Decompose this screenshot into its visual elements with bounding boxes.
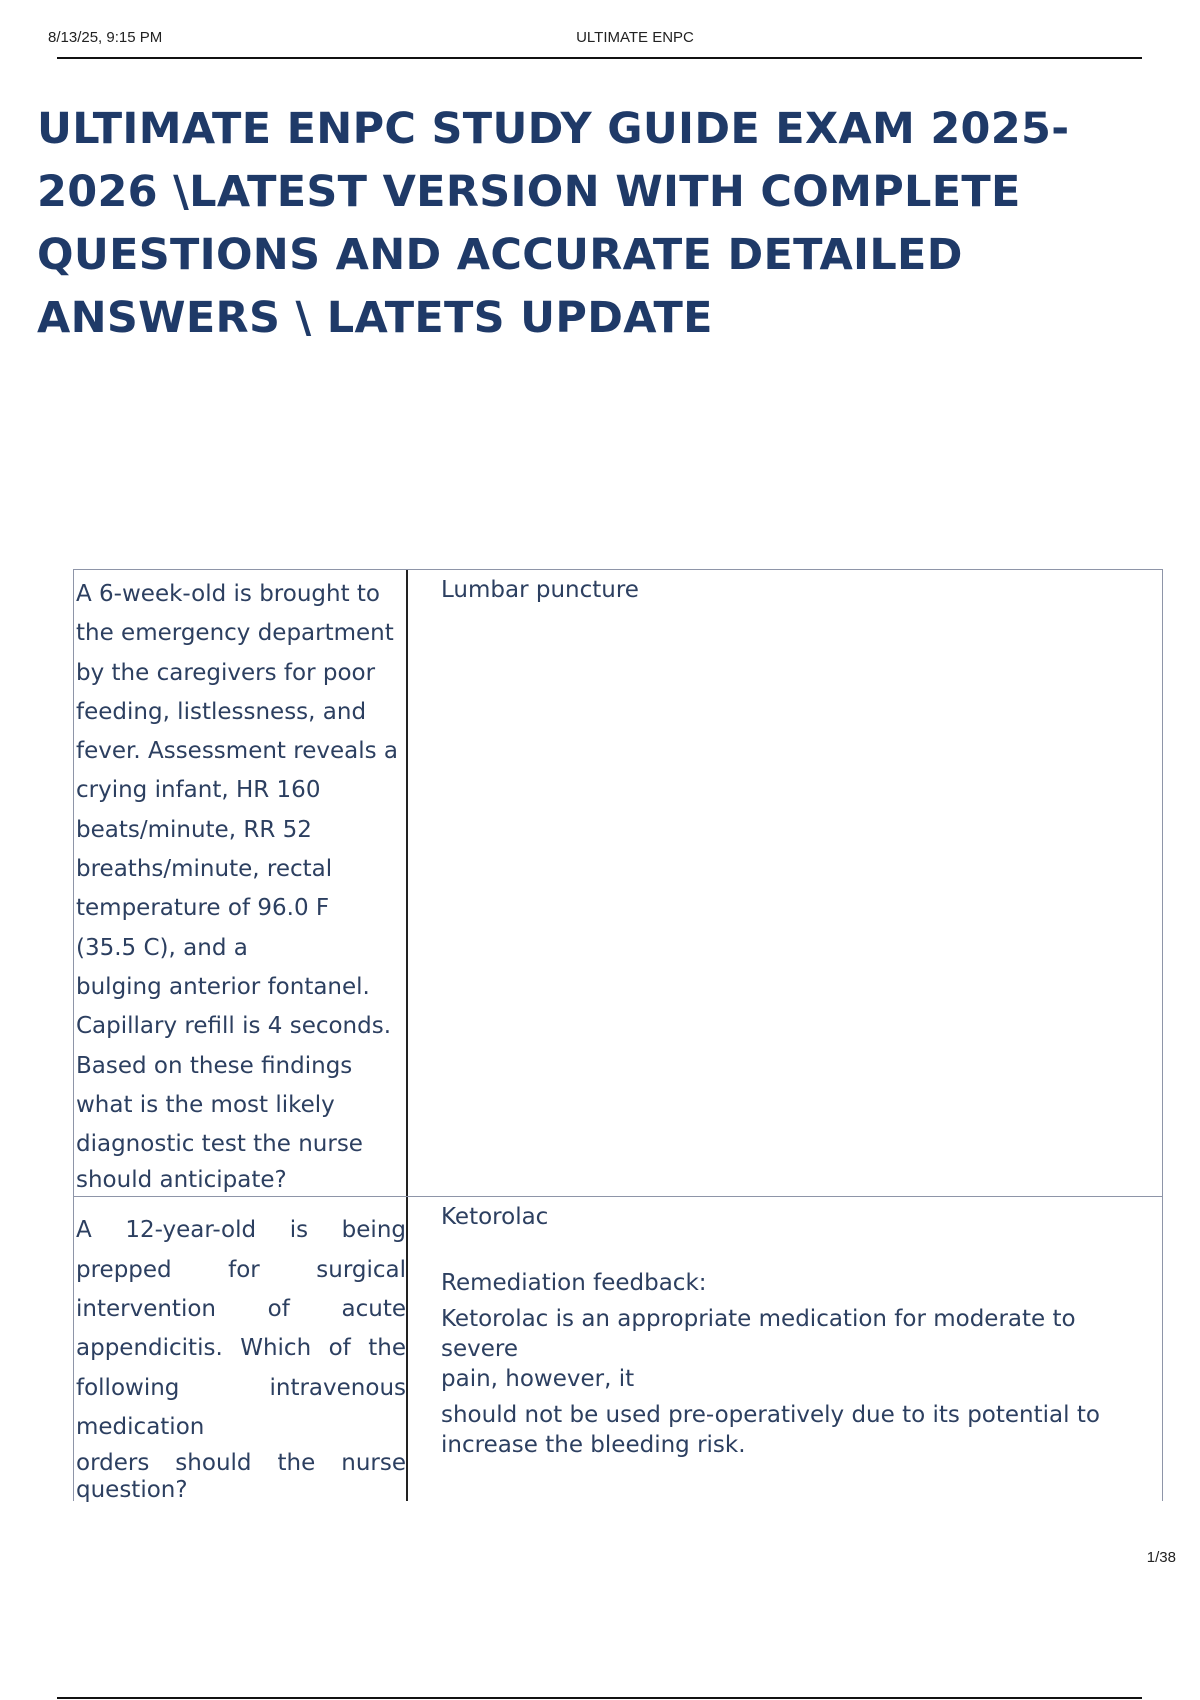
question-line: following intravenous	[76, 1374, 406, 1401]
question-line: bulging anterior fontanel.	[76, 973, 370, 1000]
feedback-line: Ketorolac is an appropriate medication for moderate to severe	[441, 1306, 1076, 1363]
question-line: crying infant, HR 160	[76, 777, 321, 804]
question-line: A 6-week-old is brought to	[76, 581, 380, 607]
question-line: feeding, listlessness, and	[76, 698, 367, 725]
print-header-title: ULTIMATE ENPC	[576, 29, 694, 46]
qa-row	[74, 1197, 1163, 1504]
feedback-line: pain, however, it	[441, 1366, 635, 1393]
question-line: what is the most likely	[76, 1091, 335, 1118]
title-line: QUESTIONS AND ACCURATE DETAILED	[37, 230, 963, 280]
question-line: by the caregivers for poor	[76, 659, 376, 686]
answer-text: Ketorolac	[441, 1204, 549, 1231]
question-line: intervention of acute	[76, 1296, 406, 1323]
question-line: fever. Assessment reveals a	[76, 738, 398, 765]
feedback-label: Remediation feedback:	[441, 1270, 707, 1297]
question-line: prepped for surgical	[76, 1256, 406, 1283]
question-line: diagnostic test the nurse	[76, 1131, 363, 1158]
question-cell	[74, 1197, 408, 1504]
question-line: Capillary refill is 4 seconds.	[76, 1013, 392, 1040]
feedback-line: should not be used pre-operatively due to its potential to	[441, 1402, 1100, 1429]
qa-table	[73, 569, 1163, 1504]
question-line: question?	[76, 1477, 188, 1504]
question-cell	[74, 570, 408, 1196]
question-line: Based on these findings	[76, 1052, 353, 1079]
title-line: 2026 \LATEST VERSION WITH COMPLETE	[37, 167, 1021, 217]
question-line: (35.5 C), and a	[76, 934, 248, 961]
question-line: beats/minute, RR 52	[76, 816, 312, 843]
page-number: 1/38	[1146, 1549, 1176, 1566]
question-line: medication	[76, 1413, 205, 1440]
question-line: the emergency department	[76, 620, 394, 647]
question-line: appendicitis. Which of the	[76, 1335, 406, 1362]
header-divider	[57, 57, 1142, 59]
title-line: ULTIMATE ENPC STUDY GUIDE EXAM 2025-	[37, 104, 1070, 154]
question-line: breaths/minute, rectal	[76, 856, 333, 883]
question-line: orders should the nurse	[76, 1450, 406, 1477]
question-line: should anticipate?	[76, 1167, 287, 1194]
answer-cell	[408, 1197, 1163, 1501]
footer-divider	[57, 1697, 1142, 1699]
question-line: A 12-year-old is being	[76, 1217, 406, 1244]
document-title	[37, 98, 1157, 350]
qa-row	[74, 570, 1163, 1197]
question-line: temperature of 96.0 F	[76, 895, 330, 922]
answer-cell	[408, 570, 1163, 1196]
print-date: 8/13/25, 9:15 PM	[48, 29, 163, 46]
title-line: ANSWERS \ LATETS UPDATE	[37, 293, 713, 343]
answer-text: Lumbar puncture	[441, 577, 639, 603]
feedback-line: increase the bleeding risk.	[441, 1432, 746, 1459]
